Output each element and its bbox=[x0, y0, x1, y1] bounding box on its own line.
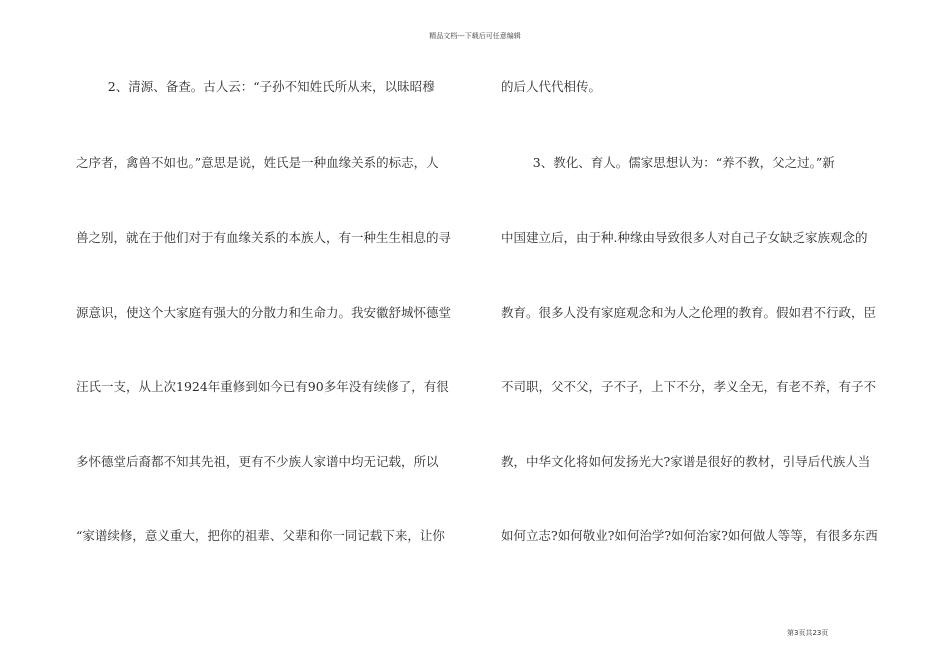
text-line: 之序者，禽兽不如也。”意思是说，姓氏是一种血缘关系的标志，人 bbox=[76, 155, 439, 170]
text-line: 源意识，使这个大家庭有强大的分散力和生命力。我安徽舒城怀德堂 bbox=[76, 305, 452, 320]
text-line: 教育。很多人没有家庭观念和为人之伦理的教育。假如君不行政，臣 bbox=[501, 305, 877, 320]
text-line: 的后人代代相传。 bbox=[501, 79, 602, 94]
text-line: 不司职，父不父，子不子，上下不分，孝义全无，有老不养，有子不 bbox=[501, 379, 877, 394]
text-line: 汪氏一支，从上次1924年重修到如今已有90多年没有续修了，有很 bbox=[76, 379, 449, 394]
page-number: 第3页共23页 bbox=[787, 629, 829, 637]
text-line: 兽之别，就在于他们对于有血缘关系的本族人，有一种生生相息的寻 bbox=[76, 230, 452, 245]
text-line: 如何立志?如何敬业?如何治学?如何治家?如何做人等等，有很多东西 bbox=[501, 528, 878, 543]
text-line: 中国建立后，由于种.种缘由导致很多人对自己子女缺乏家族观念的 bbox=[501, 230, 868, 245]
text-line: 2、清源、备查。古人云：“子孙不知姓氏所从来，以昧昭穆 bbox=[76, 79, 435, 94]
text-line: “家谱续修，意义重大，把你的祖辈、父辈和你一同记载下来，让你 bbox=[76, 528, 445, 543]
text-line: 多怀德堂后裔都不知其先祖，更有不少族人家谱中均无记载，所以 bbox=[76, 454, 439, 469]
text-line: 3、教化、育人。儒家思想认为：“养不教，父之过。”新 bbox=[501, 155, 835, 170]
text-line: 教，中华文化将如何发扬光大?家谱是很好的教材，引导后代族人当 bbox=[501, 454, 871, 469]
page-header: 精品文档---下载后可任意编辑 bbox=[429, 32, 521, 40]
